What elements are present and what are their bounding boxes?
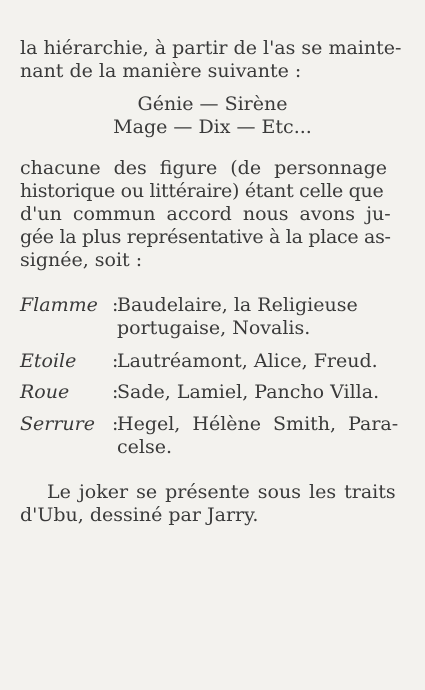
entry-value xyxy=(117,381,407,404)
text-line: gée la plus représentative à la place as- xyxy=(20,226,391,248)
hierarchy-line: Mage — Dix — Etc... xyxy=(113,116,312,138)
entry-line: Baudelaire, la Religieuse xyxy=(117,294,358,316)
entry-line: Lautréamont, Alice, Freud. xyxy=(117,350,378,372)
entry-value xyxy=(117,294,407,340)
entry-name: Serrure xyxy=(20,413,95,435)
entry-line: portugaise, Novalis. xyxy=(117,317,311,339)
paragraph-figures xyxy=(20,157,406,272)
paragraph-intro xyxy=(20,37,406,83)
entry-line: celse. xyxy=(117,436,172,458)
entry-value xyxy=(117,350,407,373)
hierarchy-line: Génie — Sirène xyxy=(137,93,288,115)
entry-value xyxy=(117,413,407,459)
entry-line: Sade, Lamiel, Pancho Villa. xyxy=(117,381,380,403)
hierarchy-block xyxy=(0,93,425,139)
entry-colon: : xyxy=(112,350,119,372)
entry-name: Etoile xyxy=(20,350,77,372)
text-line: nant de la manière suivante : xyxy=(20,60,302,82)
entry-colon: : xyxy=(112,294,119,316)
text-line: chacune des figure (de personnage xyxy=(20,157,387,179)
entry-colon: : xyxy=(112,381,119,403)
entry-colon: : xyxy=(112,413,119,435)
entry-name: Flamme xyxy=(20,294,98,316)
text-line: historique ou littéraire) étant celle que xyxy=(20,180,384,202)
entry-line: Hegel, Hélène Smith, Para- xyxy=(117,413,399,435)
text-line: signée, soit : xyxy=(20,249,143,271)
text-line: d'Ubu, dessiné par Jarry. xyxy=(20,504,259,526)
text-line: d'un commun accord nous avons ju- xyxy=(20,203,391,225)
entry-name: Roue xyxy=(20,381,70,403)
paragraph-joker xyxy=(20,481,406,527)
text-line: la hiérarchie, à partir de l'as se mainte- xyxy=(20,37,402,59)
text-line: Le joker se présente sous les traits xyxy=(47,481,396,503)
